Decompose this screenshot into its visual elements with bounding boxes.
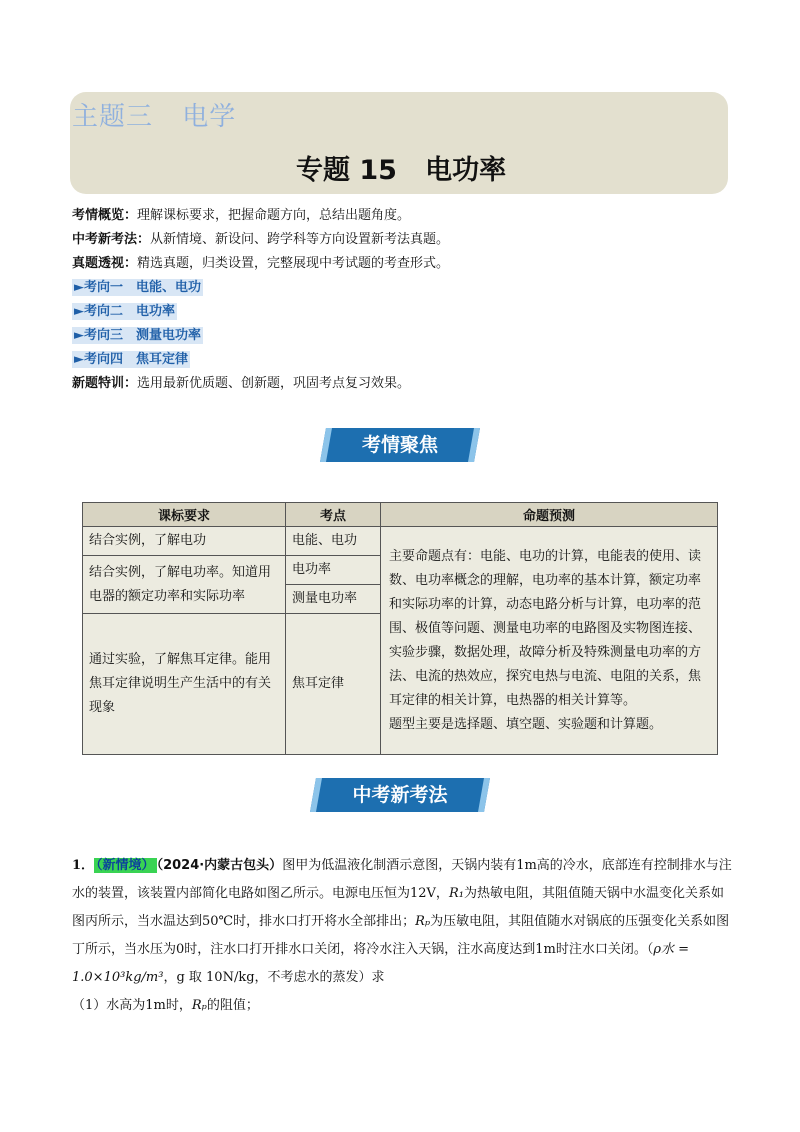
section-title: 考情聚焦	[361, 434, 438, 456]
outline-item: 考情概览：理解课标要求，把握命题方向，总结出题角度。	[72, 208, 411, 223]
direction-link-4[interactable]: ►考向四 焦耳定律	[74, 352, 188, 367]
point-cell: 电能、电功	[286, 527, 381, 556]
section-header-focus	[320, 422, 480, 466]
req-cell: 结合实例，了解电功率。知道用电器的额定功率和实际功率	[83, 556, 286, 614]
col-header: 课标要求	[83, 503, 286, 527]
table-row	[83, 527, 718, 556]
point-cell: 测量电功率	[286, 585, 381, 614]
requirements-table	[82, 502, 718, 755]
table-header-row	[83, 503, 718, 527]
topic-title: 专题 15 电功率	[296, 155, 507, 186]
question-source: （2024·内蒙古包头）	[156, 858, 283, 873]
outline-item: 中考新考法：从新情境、新设问、跨学科等方向设置新考法真题。	[72, 232, 450, 247]
direction-link-1[interactable]: ►考向一 电能、电功	[74, 280, 201, 295]
outline-item: 真题透视：精选真题，归类设置，完整展现中考试题的考查形式。	[72, 256, 450, 271]
point-cell: 电功率	[286, 556, 381, 585]
sub-question-1: （1）水高为1m时，Rₚ的阻值；	[72, 998, 259, 1013]
question-stem: 1． （新情境） （2024·内蒙古包头）图甲为低温液化制酒示意图，天锅内装有1m高的冷水，底部连有控制排水与注水的装置，该装置内部简化电路如图乙所示。电源电压恒为12V，R₁为热敏电阻，其阻值随天锅中水温变化关系如图丙所示，当水温达到50℃时，排水口打开将水全部排出；Rₚ为压敏电阻，其阻值随水对锅底的压强变化关系如图丁所示，当水压为0时，注水口打开排水口关闭，将冷水注入天锅，注水高度达到1m时注水口关闭。（ρ水 = 1.0×10³kg/m³，g 取 10N/kg，不考虑水的蒸发）求	[72, 858, 732, 985]
col-header: 考点	[286, 503, 381, 527]
direction-link-2[interactable]: ►考向二 电功率	[74, 304, 175, 319]
outline-item: 新题特训：选用最新优质题、创新题，巩固考点复习效果。	[72, 376, 411, 391]
new-context-tag: （新情境）	[96, 858, 155, 873]
req-cell: 结合实例，了解电功	[83, 527, 286, 556]
col-header: 命题预测	[381, 503, 718, 527]
req-cell: 通过实验，了解焦耳定律。能用焦耳定律说明生产生活中的有关现象	[83, 614, 286, 755]
question-1	[72, 852, 732, 1020]
prediction-cell: 主要命题点有：电能、电功的计算，电能表的使用、读数、电功率概念的理解，电功率的基本计算，额定功率和实际功率的计算，动态电路分析与计算，电功率的范围、极值等问题、测量电功率的电路图及实物图连接、实验步骤，数据处理，故障分析及特殊测量电功率的方法、电流的热效应，探究电热与电流、电阻的关系，焦耳定律的相关计算，电热器的相关计算等。 题型主要是选择题、填空题、实验题和计算题。	[381, 527, 718, 755]
section-header-new-method	[310, 772, 490, 816]
direction-link-3[interactable]: ►考向三 测量电功率	[74, 328, 201, 343]
point-cell: 焦耳定律	[286, 614, 381, 755]
theme-title: 主题三 电学	[72, 102, 237, 132]
section-title: 中考新考法	[352, 784, 448, 806]
outline	[72, 204, 449, 396]
